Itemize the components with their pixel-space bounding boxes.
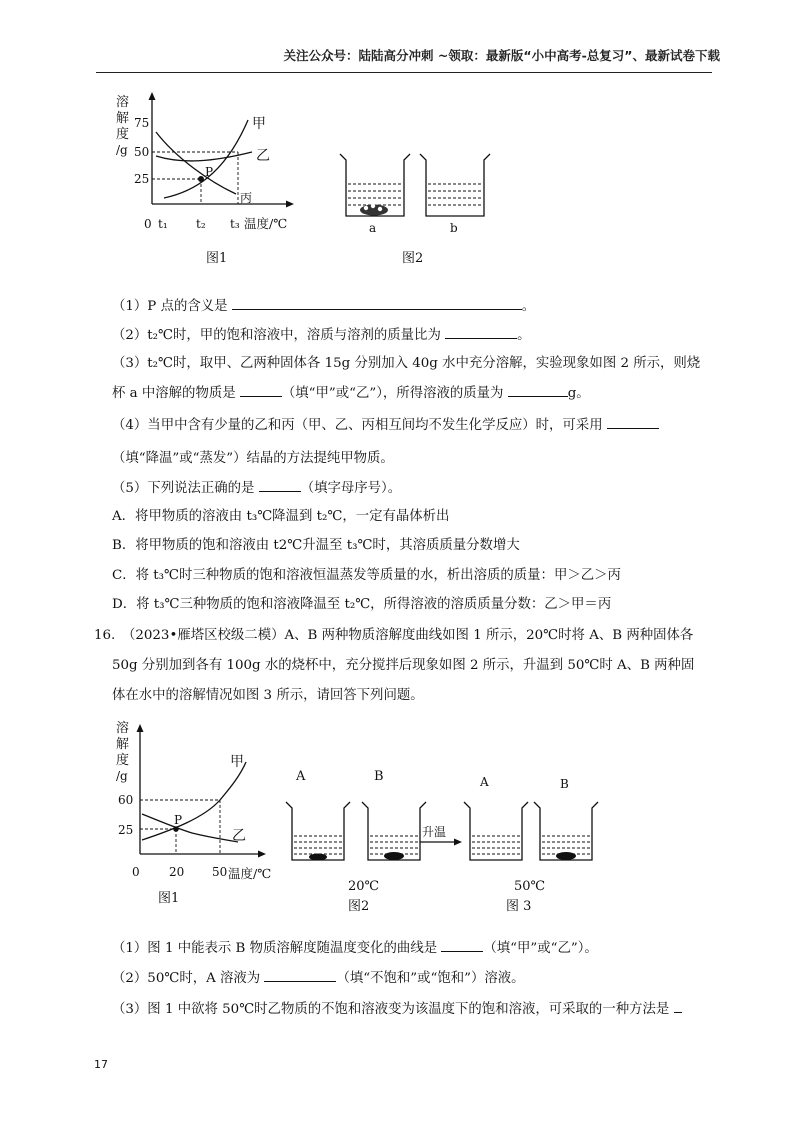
q15-f1-point-label: P	[205, 165, 214, 179]
q16-f3-label-b: B	[560, 777, 569, 791]
q16-f1-ytick-25: 25	[118, 823, 134, 837]
q15-item-3a: （3）t₂℃时，取甲、乙两种固体各 15g 分别加入 40g 水中充分溶解，实验现象如图 2 所示，则烧	[112, 356, 701, 371]
q16-f2-label-b: B	[374, 769, 384, 784]
q16-stem-1: 16. （2023•雁塔区校级二模）A、B 两种物质溶解度曲线如图 1 所示，20℃时将 A、B 两种固体各	[94, 628, 694, 643]
q15-f1-curve-jia	[164, 120, 248, 198]
q15-f1-ytick-50: 50	[134, 145, 150, 159]
q15-figure1	[112, 92, 302, 272]
q15-f1-label-jia: 甲	[252, 116, 266, 132]
q16-f2-temp: 20℃	[348, 879, 380, 894]
q15-f1-ytick-25: 25	[134, 172, 150, 186]
q16-f1-ylabel-4: /g	[116, 769, 128, 783]
q16-f3-caption: 图 3	[506, 899, 532, 914]
q15-option-d: D．将 t₃℃三种物质的饱和溶液降温至 t₂℃，所得溶液的溶质质量分数：乙＞甲＝丙	[112, 597, 612, 612]
q16-f1-curve-jia	[142, 762, 246, 840]
q16-f1-xlabel: 温度/℃	[228, 866, 272, 881]
q16-beaker-a-50	[464, 802, 528, 860]
q15-f1-xlabel: 温度/℃	[244, 216, 288, 231]
q15-blank-3b[interactable]	[508, 384, 568, 397]
q15-f1-ylabel-1: 溶	[116, 95, 130, 110]
q16-f1-caption: 图1	[158, 891, 180, 906]
q15-f1-point-p	[198, 176, 204, 182]
q16-stem-3: 体在水中的溶解情况如图 3 所示，请回答下列问题。	[112, 688, 424, 703]
q15-beaker-a	[340, 154, 410, 216]
q15-f1-ylabel-2: 解	[116, 111, 130, 126]
q15-f1-label-yi: 乙	[256, 148, 270, 164]
q16-beaker-a-20	[286, 802, 350, 861]
q16-blank-3[interactable]	[674, 1000, 682, 1013]
q16-f1-ytick-60: 60	[118, 793, 134, 807]
q15-f1-xtick-t1: t₁	[158, 217, 168, 231]
q15-f2-caption: 图2	[402, 251, 424, 266]
q16-figure1	[112, 718, 302, 918]
q15-blank-1[interactable]	[232, 297, 522, 310]
q15-item-4b: （填“降温”或“蒸发”）结晶的方法提纯甲物质。	[112, 451, 394, 466]
q16-f3-label-a: A	[480, 775, 489, 789]
q15-f1-ytick-75: 75	[134, 116, 150, 130]
q15-option-c: C．将 t₃℃时三种物质的饱和溶液恒温蒸发等质量的水，析出溶质的质量：甲＞乙＞丙	[112, 568, 621, 583]
q16-f2-caption: 图2	[348, 899, 370, 914]
q16-f3-temp: 50℃	[514, 879, 546, 894]
q16-figure2-3	[282, 764, 602, 914]
q15-blank-3a[interactable]	[240, 384, 282, 397]
q16-f1-curve-yi	[142, 814, 238, 842]
q16-f1-label-jia: 甲	[230, 754, 244, 770]
q16-f1-point-label: P	[174, 813, 183, 827]
q15-f2-label-a: a	[369, 221, 377, 235]
q15-figure2	[336, 150, 496, 270]
q16-arrow-label: 升温	[422, 825, 447, 839]
q15-f1-ylabel-4: /g	[116, 143, 128, 157]
q15-item-5: （5）下列说法正确的是 （填字母序号）。	[112, 481, 402, 496]
q16-item-1: （1）图 1 中能表示 B 物质溶解度随温度变化的曲线是 （填“甲”或“乙”）。	[112, 941, 598, 956]
q15-item-1: （1）P 点的含义是 。	[112, 299, 536, 314]
q16-f2-label-a: A	[296, 769, 306, 784]
q16-f1-label-yi: 乙	[232, 828, 246, 844]
q16-f1-ylabel-3: 度	[116, 753, 130, 768]
q16-blank-2[interactable]	[264, 969, 336, 982]
q16-f1-ylabel-2: 解	[116, 737, 130, 752]
q15-f1-ylabel-3: 度	[116, 127, 130, 142]
q16-blank-1[interactable]	[441, 939, 483, 952]
q15-item-2: （2）t₂℃时，甲的饱和溶液中，溶质与溶剂的质量比为 。	[112, 328, 531, 343]
q15-blank-4[interactable]	[607, 416, 659, 429]
q15-f1-curve-bing	[156, 132, 236, 194]
q15-beaker-b	[420, 154, 490, 216]
page-header: 关注公众号：陆陆高分冲刺 ~领取：最新版“小中高考-总复习”、最新试卷下载	[283, 48, 720, 63]
q15-item-3b: 杯 a 中溶解的物质是 （填“甲”或“乙”），所得溶液的质量为 g。	[112, 386, 590, 401]
q15-f1-xtick-t2: t₂	[196, 217, 206, 231]
q16-f1-xtick-20: 20	[169, 865, 185, 879]
q15-f1-xtick-t3: t₃	[230, 217, 240, 231]
q15-blank-5[interactable]	[259, 479, 301, 492]
header-rule	[96, 72, 712, 73]
q16-item-3: （3）图 1 中欲将 50℃时乙物质的不饱和溶液变为该温度下的饱和溶液，可采取的一种方法是	[112, 1000, 800, 1019]
q16-beaker-b-20	[362, 802, 426, 860]
page-number: 17	[94, 1058, 108, 1071]
q15-f1-xtick-0: 0	[144, 217, 152, 231]
q16-item-2: （2）50℃时，A 溶液为 （填“不饱和”或“饱和”）溶液。	[112, 971, 525, 986]
q15-f1-label-bing: 丙	[240, 191, 253, 205]
q16-stem-2: 50g 分别加到各有 100g 水的烧杯中，充分搅拌后现象如图 2 所示，升温到 50℃时 A、B 两种固	[112, 658, 695, 673]
q16-f1-ylabel-1: 溶	[116, 721, 130, 736]
q15-item-4a: （4）当甲中含有少量的乙和丙（甲、乙、丙相互间均不发生化学反应）时，可采用	[112, 416, 800, 435]
q15-option-a: A．将甲物质的溶液由 t₃℃降温到 t₂℃，一定有晶体析出	[112, 509, 450, 524]
q15-f1-caption: 图1	[206, 251, 228, 266]
q16-f1-xtick-50: 50	[212, 865, 228, 879]
q15-f2-label-b: b	[450, 221, 458, 235]
q15-blank-2[interactable]	[445, 326, 517, 339]
q15-option-b: B．将甲物质的饱和溶液由 t2℃升温至 t₃℃时，其溶质质量分数增大	[112, 538, 520, 553]
q16-f1-xtick-0: 0	[132, 865, 140, 879]
q16-f1-point-p	[173, 826, 179, 832]
q16-beaker-b-50	[534, 802, 598, 860]
